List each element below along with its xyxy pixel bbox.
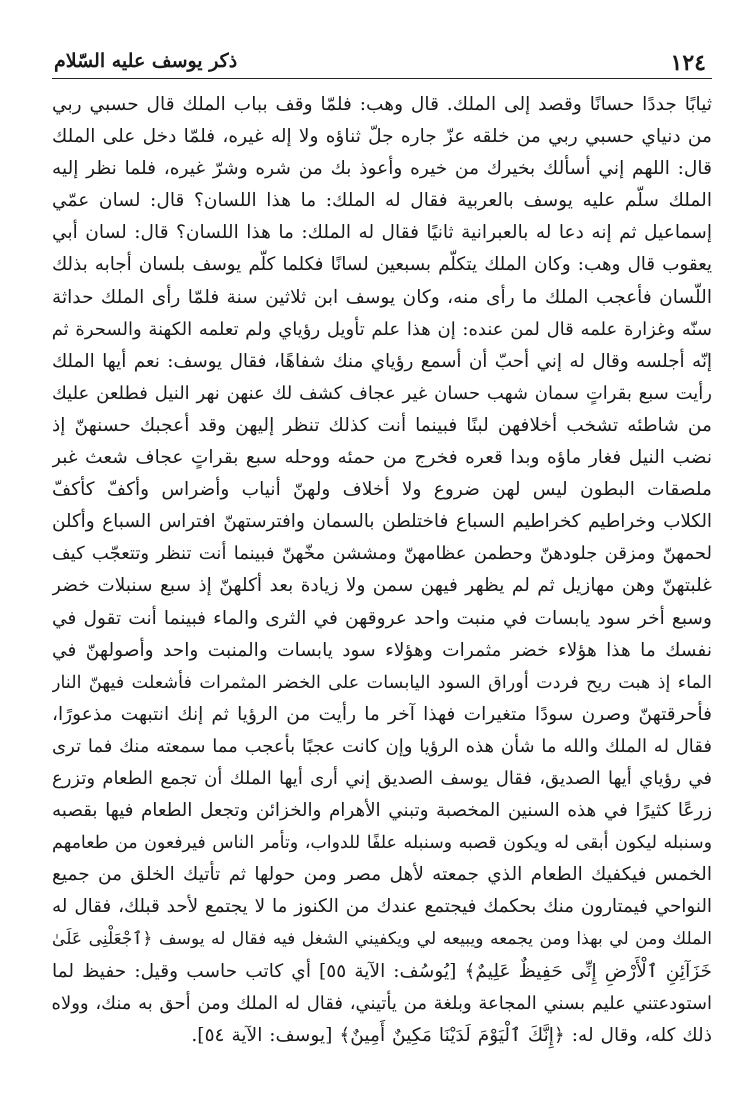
text-line: خَزَآئِنِ ٱلْأَرْضِ إِنِّى حَفِيظٌ عَلِيمٌ﴾ [يُوسُف: الآية ٥٥] أي كاتب حاسب وقيل: حفيظ لما (52, 960, 712, 982)
text-line: الماء إذ هبت ريح فردت أوراق السود اليابسات على الخضر المثمرات فأشعلت فيهنّ النار (52, 672, 712, 693)
text-line: الملك سلّم عليه يوسف بالعربية فقال له الملك: ما هذا اللسان؟ قال: لسان عمّي (52, 190, 712, 212)
book-page (52, 44, 712, 1095)
text-line: استودعتني عليم بسني المجاعة وبلغة من يأتيني، فقال له الملك ومن أحق به منك، وولاه (52, 992, 712, 1014)
text-line: يعقوب قال وهب: وكان الملك يتكلّم بسبعين لسانًا فكلما كلّم يوسف بلسان أجابه بذلك (52, 254, 712, 276)
text-line: في رؤياي أيها الصديق، فقال يوسف الصديق إني أرى أيها الملك أن تجمع الطعام وتزرع (52, 767, 712, 789)
text-line: رأيت سبع بقراتٍ سمان شهب حسان غير عجاف كشف لك عنهن نهر النيل فطلعن عليك (52, 382, 712, 404)
text-line: وسبع أخر سود يابسات في منبت واحد عروقهن في الثرى والماء فبينما أنت تقول في (52, 607, 712, 629)
chapter-title: ذكر يوسف عليه السّلام (54, 50, 238, 72)
text-line: نفسك ما هذا هؤلاء خضر مثمرات وهؤلاء سود يابسات والمنبت واحد وأصولهنّ في (52, 639, 712, 661)
text-line: ملصقات البطون ليس لهن ضروع ولا أخلاف ولهنّ أنياب وأضراس وأكفّ كأكفّ (52, 479, 712, 501)
text-line: ثيابًا جددًا حسانًا وقصد إلى الملك. قال وهب: فلمّا وقف بباب الملك قال حسبي ربي (52, 94, 712, 115)
text-line: زرعًا كثيرًا في هذه السنين المخصبة وتبني الأهرام والخزائن وتجعل الطعام فيها بقصبه (52, 800, 712, 822)
text-line: الكلاب وخراطيم كخراطيم السباع فاختلطن بالسمان وافترستهنّ افتراس السباع وأكلن (52, 511, 712, 533)
text-line: سنّه وغزارة علمه قال لمن عنده: إن هذا علم تأويل رؤياي ولم تعلمه الكهنة والسحرة ثم (52, 318, 712, 340)
body-text (52, 89, 712, 1052)
text-line: الخمس فيكفيك الطعام الذي جمعته لأهل مصر ومن حولها ثم تأتيك الخلق من جميع (52, 864, 712, 886)
text-line: فأحرقتهنّ وصرن سودًا متغيرات فهذا آخر ما رأيت من الرؤيا ثم إنك انتبهت مذعورًا، (52, 703, 712, 725)
text-line: لحمهنّ ومزقن جلودهنّ وحطمن عظامهنّ ومششن مخّهنّ فبينما أنت تنظر وتتعجّب كيف (52, 543, 712, 565)
text-line: ذلك كله، وقال له: ﴿إِنَّكَ ٱلْيَوْمَ لَدَيْنَا مَكِينٌ أَمِينٌ﴾ [يوسف: الآية ٥٤]. (191, 1024, 712, 1046)
text-line: من شاطئه تشخب أخلافهن لبنًا فبينما أنت كذلك تنظر إليهن وقد أعجبك حسنهنّ إذ (52, 414, 712, 436)
text-line: نضب النيل فغار ماؤه وبدا قعره فخرج من حمئه ووحله سبع بقراتٍ عجاف شعث غبر (52, 447, 712, 469)
text-line: الملك ومن لي بهذا ومن يجمعه ويبيعه لي ويكفيني الشغل فيه فقال له يوسف ﴿ٱجْعَلْنِى عَلَىٰ (52, 929, 712, 950)
running-header (52, 44, 712, 79)
text-line: من دنياي حسبي ربي من خلقه عزّ جاره جلّ ثناؤه ولا إله غيره، فلمّا دخل على الملك (52, 126, 712, 148)
text-line: النواحي فيمتارون منك بحكمك فيجتمع عندك من الكنوز ما لا يجتمع لأحد قبلك، فقال له (52, 896, 712, 918)
text-line: قال: اللهم إني أسألك بخيرك من خيره وأعوذ بك من شره وشرّ غيره، فلما نظر إليه (52, 158, 712, 180)
text-line: وسنبله ليكون أبقى له ويكون قصبه وسنبله علفًا للدواب، وتأمر الناس فيرفعون من طعامهم (52, 833, 712, 854)
text-line: فقال له الملك والله ما شأن هذه الرؤيا وإن كانت عجبًا بأعجب مما سمعته منك فما ترى (52, 735, 712, 757)
text-line: غلبتهنّ وهن مهازيل ثم لم يظهر فيهن سمن ولا زيادة بعد أكلهنّ إذ سبع سنبلات خضر (52, 575, 712, 597)
page-number: ١٢٤ (670, 50, 706, 76)
text-line: اللّسان فأعجب الملك ما رأى منه، وكان يوسف ابن ثلاثين سنة فلمّا رأى الملك حداثة (52, 286, 712, 308)
text-line: إنّه أجلسه وقال له إني أحبّ أن أسمع رؤياي منك شفاهًا، فقال يوسف: نعم أيها الملك (52, 350, 712, 372)
text-line: إسماعيل ثم إنه دعا له بالعبرانية ثانيًا فقال له الملك: ما هذا اللسان؟ قال: لسان أبي (52, 222, 712, 244)
